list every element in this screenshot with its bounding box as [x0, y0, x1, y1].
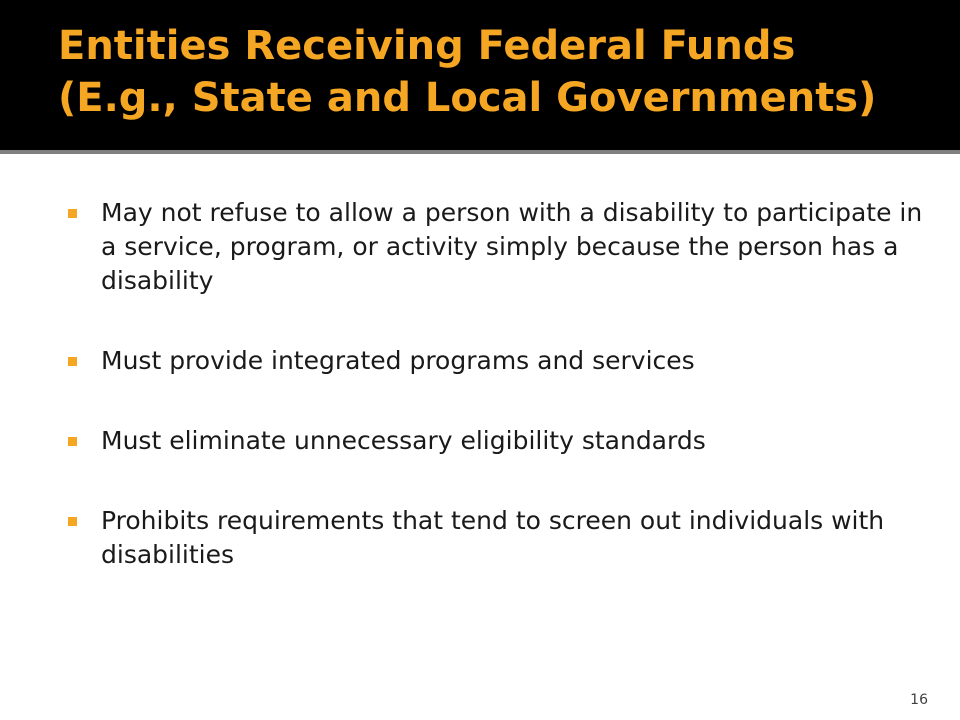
square-bullet-icon: [68, 209, 77, 218]
bullet-text: Prohibits requirements that tend to screen out individuals with disabilities: [101, 506, 885, 569]
bullet-item: [68, 196, 928, 298]
bullet-text: Must eliminate unnecessary eligibility standards: [101, 426, 706, 455]
title-bar: [0, 0, 960, 150]
bullet-list: [68, 196, 928, 618]
title-divider: [0, 150, 960, 154]
slide-title: [58, 20, 948, 124]
square-bullet-icon: [68, 517, 77, 526]
bullet-text: Must provide integrated programs and services: [101, 346, 695, 375]
square-bullet-icon: [68, 437, 77, 446]
slide-title-line-2: (E.g., State and Local Governments): [58, 75, 877, 121]
slide-title-line-1: Entities Receiving Federal Funds: [58, 23, 796, 69]
bullet-item: [68, 504, 928, 572]
bullet-item: [68, 344, 928, 378]
page-number: 16: [910, 692, 928, 708]
bullet-text: May not refuse to allow a person with a disability to participate in a service, program, or activity simply because the person has a disability: [101, 198, 923, 295]
bullet-item: [68, 424, 928, 458]
square-bullet-icon: [68, 357, 77, 366]
